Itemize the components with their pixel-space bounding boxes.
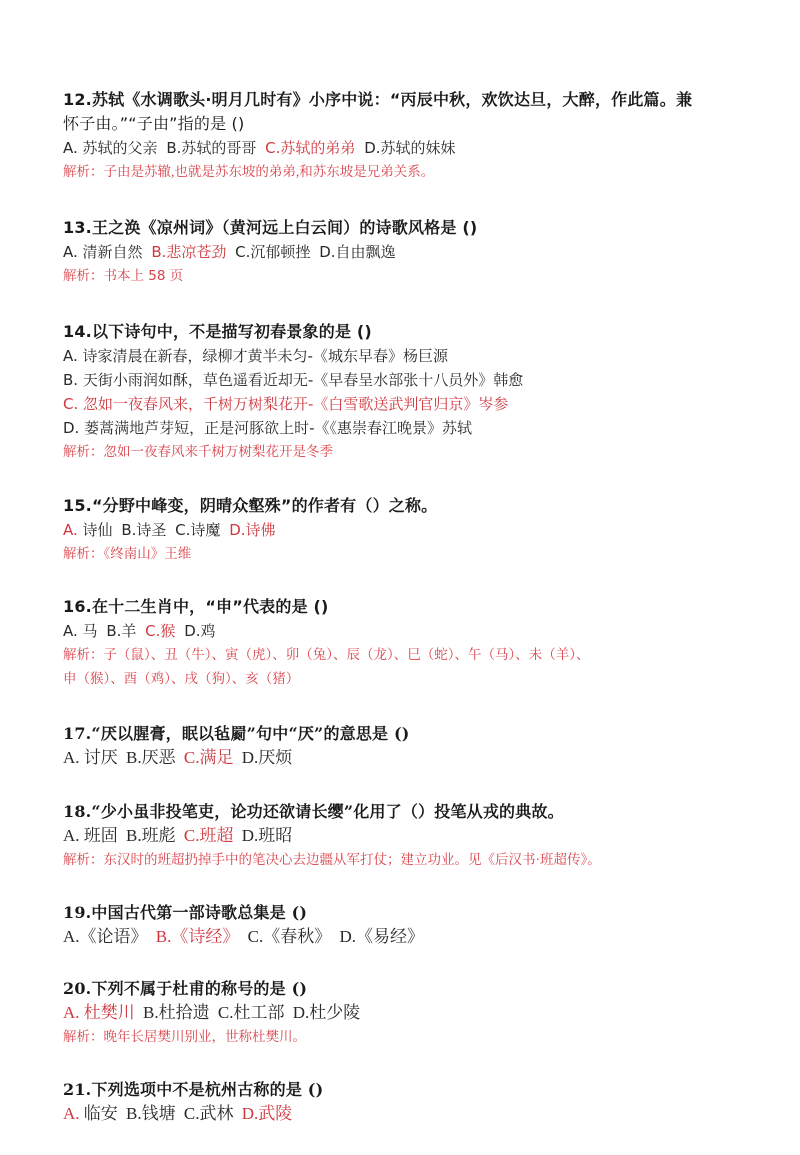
option-a-label: A. <box>63 1104 80 1123</box>
options <box>63 1001 763 1025</box>
analysis <box>63 643 763 691</box>
question-title: 13.王之涣《凉州词》（黄河远上白云间）的诗歌风格是 () <box>63 218 478 237</box>
analysis: 解析：晚年长居樊川别业，世称杜樊川。 <box>63 1029 306 1044</box>
question-title: 21.下列选项中不是杭州古称的是 () <box>63 1080 324 1099</box>
option-c: C.杜工部 <box>217 1003 285 1022</box>
option-d: D.苏轼的妹妹 <box>364 139 456 157</box>
option-b: B.厌恶 <box>126 748 176 767</box>
option-c: C.沉郁顿挫 <box>235 243 311 261</box>
question-13 <box>63 216 763 288</box>
option-a: A. 讨厌 <box>63 748 118 767</box>
analysis: 解析：子由是苏辙,也就是苏东坡的弟弟,和苏东坡是兄弟关系。 <box>63 164 435 179</box>
option-d: D.鸡 <box>184 622 216 640</box>
question-title: 14.以下诗句中，不是描写初春景象的是 () <box>63 322 372 341</box>
option-a: A. 清新自然 <box>63 243 143 261</box>
options <box>63 619 763 643</box>
question-title <box>63 88 763 136</box>
question-15 <box>63 494 763 566</box>
option-d: D.班昭 <box>241 826 293 845</box>
options <box>63 925 763 949</box>
option-c-correct: C.满足 <box>183 748 234 767</box>
option-c: C.武林 <box>183 1104 234 1123</box>
options <box>63 240 763 264</box>
option-a: A. 诗家清晨在新春，绿柳才黄半未匀-《城东早春》杨巨源 <box>63 347 448 365</box>
option-a <box>63 1104 118 1123</box>
question-19 <box>63 901 763 949</box>
question-title-line-2: 怀子由。”“子由”指的是 () <box>63 114 245 133</box>
option-a: A. 马 <box>63 622 98 640</box>
option-d: D.杜少陵 <box>292 1003 361 1022</box>
analysis: 解析：东汉时的班超扔掉手中的笔决心去边疆从军打仗；建立功业。见《后汉书·班超传》。 <box>63 852 601 867</box>
question-17 <box>63 722 763 770</box>
option-b-correct: B.悲凉苍劲 <box>151 243 227 261</box>
option-b: B.班彪 <box>126 826 176 845</box>
option-c-correct: C.猴 <box>145 622 176 640</box>
option-a-correct: A. 杜樊川 <box>63 1003 135 1022</box>
option-a-text: 诗仙 <box>77 521 113 539</box>
option-a: A. 苏轼的父亲 <box>63 139 158 157</box>
option-c: C.诗魔 <box>175 521 221 539</box>
question-title: 15.“分野中峰变，阴晴众壑殊”的作者有（）之称。 <box>63 496 438 515</box>
option-c-correct: C.班超 <box>183 826 234 845</box>
analysis: 解析：《终南山》王维 <box>63 546 192 562</box>
option-a: A.《论语》 <box>63 927 148 946</box>
analysis-line-2: 申（猴）、酉（鸡）、戌（狗）、亥（猪） <box>63 671 300 686</box>
question-title: 20.下列不属于杜甫的称号的是 () <box>63 979 308 998</box>
option-a <box>63 521 113 539</box>
option-a-text: 临安 <box>79 1104 118 1123</box>
analysis-line-1: 解析：子（鼠）、丑（牛）、寅（虎）、卯（兔）、辰（龙）、巳（蛇）、午（马）、未（羊）、 <box>63 647 590 662</box>
question-title: 16.在十二生肖中，“申”代表的是 () <box>63 597 329 616</box>
options <box>63 824 763 848</box>
question-20 <box>63 977 763 1049</box>
option-b: B.钱塘 <box>126 1104 176 1123</box>
question-14 <box>63 320 763 464</box>
question-21 <box>63 1078 763 1126</box>
options <box>63 344 763 440</box>
option-a: A. 班固 <box>63 826 118 845</box>
question-title: 17.“厌以腥膏，眠以毡罽”句中“厌”的意思是 () <box>63 724 410 743</box>
option-d: D.厌烦 <box>241 748 293 767</box>
option-b: B.杜拾遗 <box>143 1003 210 1022</box>
options <box>63 746 763 770</box>
question-18 <box>63 800 763 872</box>
question-title: 19.中国古代第一部诗歌总集是 () <box>63 903 308 922</box>
option-d: D.《易经》 <box>339 927 424 946</box>
option-b: B.羊 <box>106 622 137 640</box>
option-d: D.自由飘逸 <box>319 243 396 261</box>
analysis: 解析：书本上 58 页 <box>63 268 184 284</box>
option-a-label: A. <box>63 521 78 539</box>
options <box>63 1102 763 1126</box>
question-16 <box>63 595 763 691</box>
option-c-correct: C.苏轼的弟弟 <box>265 139 356 157</box>
option-d-correct: D.武陵 <box>241 1104 293 1123</box>
question-title-line-1: 12.苏轼《水调歌头·明月几时有》小序中说：“丙辰中秋，欢饮达旦，大醉，作此篇。兼 <box>63 90 693 109</box>
options <box>63 136 763 160</box>
option-c: C.《春秋》 <box>247 927 332 946</box>
option-b: B. 天街小雨润如酥，草色遥看近却无-《早春呈水部张十八员外》韩愈 <box>63 371 524 389</box>
options <box>63 518 763 542</box>
option-d: D. 蒌蒿满地芦芽短，正是河豚欲上时-《《惠崇春江晚景》苏轼 <box>63 419 473 437</box>
option-b-correct: B.《诗经》 <box>155 927 240 946</box>
option-b: B.苏轼的哥哥 <box>166 139 257 157</box>
question-12 <box>63 88 763 184</box>
option-b: B.诗圣 <box>121 521 167 539</box>
option-c-correct: C. 忽如一夜春风来，千树万树梨花开-《白雪歌送武判官归京》岑参 <box>63 395 509 413</box>
analysis: 解析：忽如一夜春风来千树万树梨花开是冬季 <box>63 444 333 460</box>
option-d-correct: D.诗佛 <box>229 521 276 539</box>
question-title: 18.“少小虽非投笔吏，论功还欲请长缨”化用了（）投笔从戎的典故。 <box>63 802 564 821</box>
